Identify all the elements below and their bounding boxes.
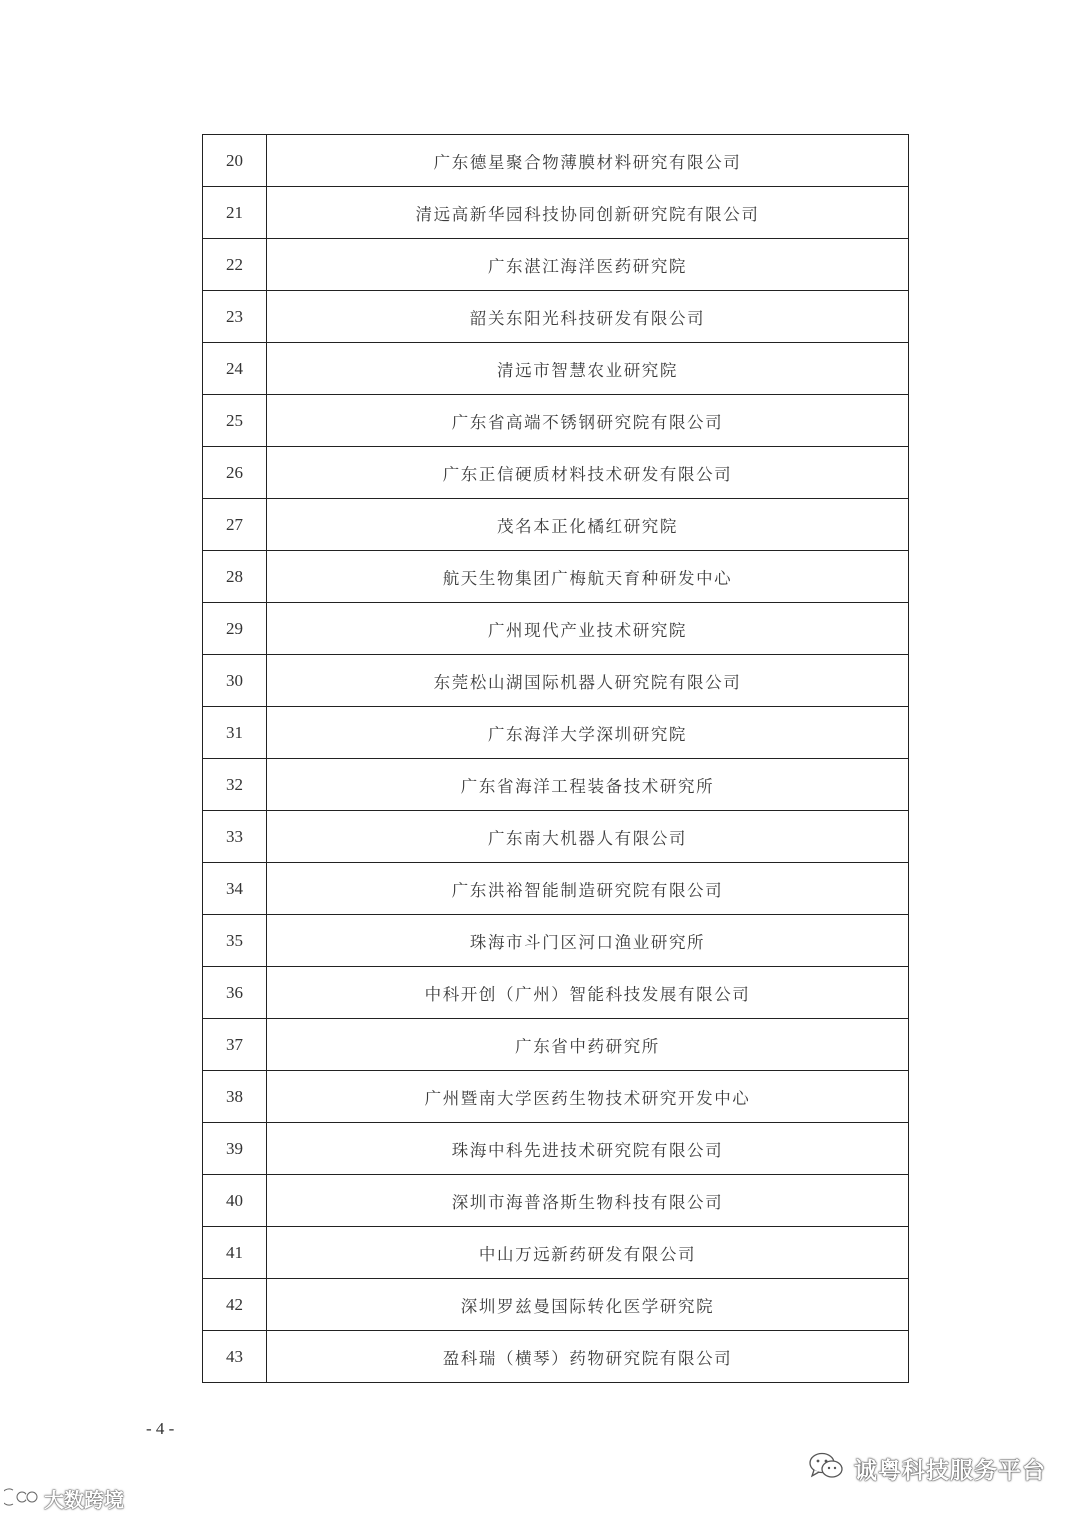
organization-name: 广州暨南大学医药生物技术研究开发中心 <box>267 1071 909 1123</box>
organization-name: 清远市智慧农业研究院 <box>267 343 909 395</box>
table-row <box>203 811 909 863</box>
organization-name: 广东正信硬质材料技术研发有限公司 <box>267 447 909 499</box>
organization-name: 广东南大机器人有限公司 <box>267 811 909 863</box>
table-row <box>203 551 909 603</box>
table-row <box>203 1123 909 1175</box>
row-number: 39 <box>203 1123 267 1175</box>
row-number: 29 <box>203 603 267 655</box>
organization-name: 广州现代产业技术研究院 <box>267 603 909 655</box>
table-row <box>203 239 909 291</box>
organization-name: 广东省中药研究所 <box>267 1019 909 1071</box>
row-number: 43 <box>203 1331 267 1383</box>
table-row <box>203 499 909 551</box>
organization-name: 盈科瑞（横琴）药物研究院有限公司 <box>267 1331 909 1383</box>
row-number: 32 <box>203 759 267 811</box>
organization-name: 深圳市海普洛斯生物科技有限公司 <box>267 1175 909 1227</box>
table-row <box>203 967 909 1019</box>
organization-name: 广东洪裕智能制造研究院有限公司 <box>267 863 909 915</box>
organization-name: 东莞松山湖国际机器人研究院有限公司 <box>267 655 909 707</box>
table-row <box>203 1331 909 1383</box>
table-row <box>203 1071 909 1123</box>
row-number: 23 <box>203 291 267 343</box>
table-row <box>203 447 909 499</box>
organization-name: 广东海洋大学深圳研究院 <box>267 707 909 759</box>
row-number: 41 <box>203 1227 267 1279</box>
table-row <box>203 759 909 811</box>
table-row <box>203 655 909 707</box>
row-number: 22 <box>203 239 267 291</box>
table-row <box>203 187 909 239</box>
organization-name: 韶关东阳光科技研发有限公司 <box>267 291 909 343</box>
table-row <box>203 343 909 395</box>
row-number: 42 <box>203 1279 267 1331</box>
row-number: 37 <box>203 1019 267 1071</box>
organization-name: 清远高新华园科技协同创新研究院有限公司 <box>267 187 909 239</box>
row-number: 21 <box>203 187 267 239</box>
watermark-left-text: 大数跨境 <box>44 1488 124 1512</box>
table-row <box>203 603 909 655</box>
row-number: 34 <box>203 863 267 915</box>
table-row <box>203 707 909 759</box>
organization-name: 茂名本正化橘红研究院 <box>267 499 909 551</box>
page-number: - 4 - <box>146 1419 175 1438</box>
organization-name: 中山万远新药研发有限公司 <box>267 1227 909 1279</box>
table-row <box>203 291 909 343</box>
table-row <box>203 863 909 915</box>
row-number: 28 <box>203 551 267 603</box>
organization-name: 珠海市斗门区河口渔业研究所 <box>267 915 909 967</box>
table-body <box>203 135 909 1383</box>
table-row <box>203 1279 909 1331</box>
organization-name: 深圳罗兹曼国际转化医学研究院 <box>267 1279 909 1331</box>
organization-name: 广东德星聚合物薄膜材料研究有限公司 <box>267 135 909 187</box>
table-row <box>203 395 909 447</box>
table-row <box>203 1175 909 1227</box>
watermark-left <box>4 1484 124 1513</box>
row-number: 27 <box>203 499 267 551</box>
organization-name: 广东湛江海洋医药研究院 <box>267 239 909 291</box>
brand-logo-icon <box>4 1486 38 1512</box>
organization-name: 中科开创（广州）智能科技发展有限公司 <box>267 967 909 1019</box>
row-number: 26 <box>203 447 267 499</box>
row-number: 20 <box>203 135 267 187</box>
row-number: 24 <box>203 343 267 395</box>
watermark-right <box>808 1451 1046 1485</box>
table-row <box>203 1227 909 1279</box>
organization-name: 珠海中科先进技术研究院有限公司 <box>267 1123 909 1175</box>
table-row <box>203 915 909 967</box>
row-number: 38 <box>203 1071 267 1123</box>
row-number: 31 <box>203 707 267 759</box>
row-number: 25 <box>203 395 267 447</box>
row-number: 36 <box>203 967 267 1019</box>
table-row <box>203 135 909 187</box>
watermark-right-text: 诚粤科技服务平台 <box>854 1457 1046 1484</box>
row-number: 33 <box>203 811 267 863</box>
organization-name: 广东省高端不锈钢研究院有限公司 <box>267 395 909 447</box>
wechat-icon <box>808 1451 844 1485</box>
row-number: 40 <box>203 1175 267 1227</box>
row-number: 35 <box>203 915 267 967</box>
row-number: 30 <box>203 655 267 707</box>
organization-name: 广东省海洋工程装备技术研究所 <box>267 759 909 811</box>
organization-list-table <box>202 134 909 1383</box>
table-row <box>203 1019 909 1071</box>
organization-name: 航天生物集团广梅航天育种研发中心 <box>267 551 909 603</box>
